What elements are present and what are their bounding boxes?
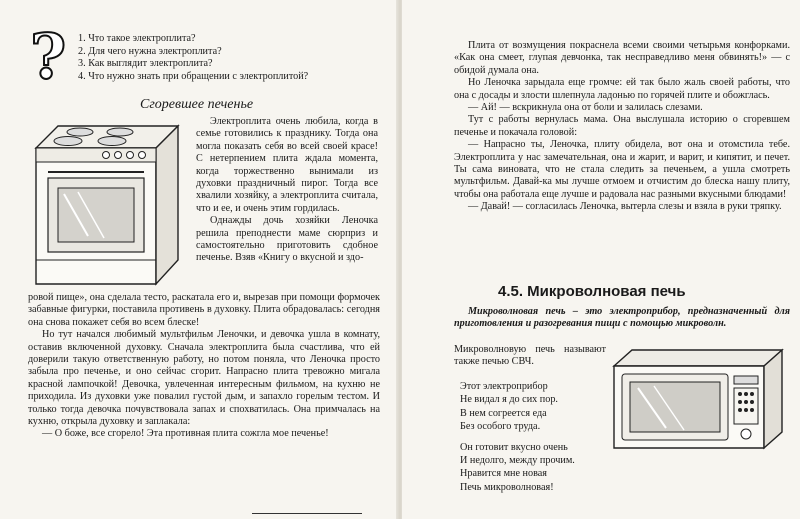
question-item: 3. Как выглядит электроплита? xyxy=(78,58,213,70)
paragraph: — Давай! — согласилась Леночка, вытерла слезы и взяла в руки тряпку. xyxy=(468,201,782,213)
question-list xyxy=(78,33,378,83)
microwave-illustration xyxy=(610,344,790,454)
paragraph: Но тут начался любимый мультфильм Леночки, и девочка ушла в комнату, оставив включенной духовку. Сначала электроплита была счастлива, что ей доверили такую ответственную работу, но потом поняла, что Леночка просто забыла про печенье, и оно сейчас сгорит. Напрасно плита тревожно мигала красной лампочкой! Девочка, увлеченная интересным фильмом, на кухню не приходила. Из духовки уже повалил густой дым, и запахло горелым тестом. И только тогда девочка почувствовала запах и спохватилась. Она примчалась на кухню, открыла духовку и заплакала: xyxy=(28,329,380,428)
electric-stove-illustration xyxy=(28,118,190,288)
poem-line: Без особого труда. xyxy=(460,421,541,433)
paragraph: Тут с работы вернулась мама. Она выслушала историю о сгоревшем печенье и покачала головой: xyxy=(454,114,790,138)
paragraph: — О боже, все сгорело! Эта противная плита сожгла мое печенье! xyxy=(42,428,329,440)
question-item: 1. Что такое электроплита? xyxy=(78,33,196,44)
paragraph: Электроплита очень любила, когда в семье готовились к празднику. Тогда она могла показать себя во всей своей красе! С нетерпением плита ждала момента, когда торжественно вынимали из духовки праздничный пирог. Тогда все хвалили хозяйку, а электроплита считала, что и ее, и очень этим гордилась. xyxy=(196,116,378,214)
question-item: 2. Для чего нужна электроплита? xyxy=(78,45,222,57)
poem-line: И недолго, между прочим. xyxy=(460,455,575,467)
poem-line: Печь микроволновая! xyxy=(460,481,554,493)
poem-line: Не видал я до сих пор. xyxy=(460,394,558,406)
poem-line: Он готовит вкусно очень xyxy=(460,441,568,453)
poem xyxy=(460,380,575,494)
section-title: 4.5. Микроволновая печь xyxy=(498,283,686,300)
paragraph: — Напрасно ты, Леночка, плиту обидела, вот она и отомстила тебе. Электроплита у нас замечательная, она и жарит, и варит, и кипятит, и печет. Ты сама виновата, что не стала следить за печеньем, а ушла смотреть мультфильм. Давай-ка мы лучше отмоем и отчистим до блеска нашу плиту, чтобы она работала еще лучше и радовала нас разными вкусными блюдами! xyxy=(454,139,790,200)
poem-line: Этот электроприбор xyxy=(460,381,548,392)
paragraph: Но Леночка зарыдала еще громче: ей так было жаль своей работы, что она с досады и злости шлепнула ладонью по горячей плите и обожглась. xyxy=(454,77,790,101)
paragraph: Микроволновую печь называют также печью СВЧ. xyxy=(454,344,606,368)
poem-line: Нравится мне новая xyxy=(460,468,547,480)
story-continuation xyxy=(454,40,790,214)
story-text-beside-image xyxy=(196,116,378,265)
paragraph: Плита от возмущения покраснела всеми своими четырьмя конфорками. «Как она смеет, глупая девчонка, так несправедливо меня обвинять!» — с обидой думала она. xyxy=(454,40,790,76)
definition-rest xyxy=(454,344,606,369)
right-page xyxy=(402,0,800,519)
story-title: Сгоревшее печенье xyxy=(140,97,254,112)
paragraph: Однажды дочь хозяйки Леночка решила преподнести маме сюрприз и самостоятельно приготовить сдобное печенье. Взяв «Книгу о вкусной и здо- xyxy=(196,215,378,264)
poem-line xyxy=(460,434,575,441)
definition-bold: Микроволновая печь – это электроприбор, предназначенный для приготовления и разогревания пищи с помощью микроволн. xyxy=(454,306,790,330)
poem-line: В нем согреется еда xyxy=(460,407,547,419)
divider xyxy=(252,513,362,514)
question-mark-icon: ? xyxy=(30,20,67,93)
definition-text xyxy=(454,306,790,331)
paragraph: ровой пище», она сделала тесто, раскатала его и, вырезав при помощи формочек забавные фигурки, поставила противень в духовку. Плита обрадовалась: сегодня она снова покажет себя во всем блеске! xyxy=(28,292,380,328)
question-item: 4. Что нужно знать при обращении с электроплитой? xyxy=(78,70,309,82)
left-page xyxy=(0,0,398,519)
story-text-full-width xyxy=(28,292,380,441)
paragraph: — Ай! — вскрикнула она от боли и залилась слезами. xyxy=(468,102,703,114)
